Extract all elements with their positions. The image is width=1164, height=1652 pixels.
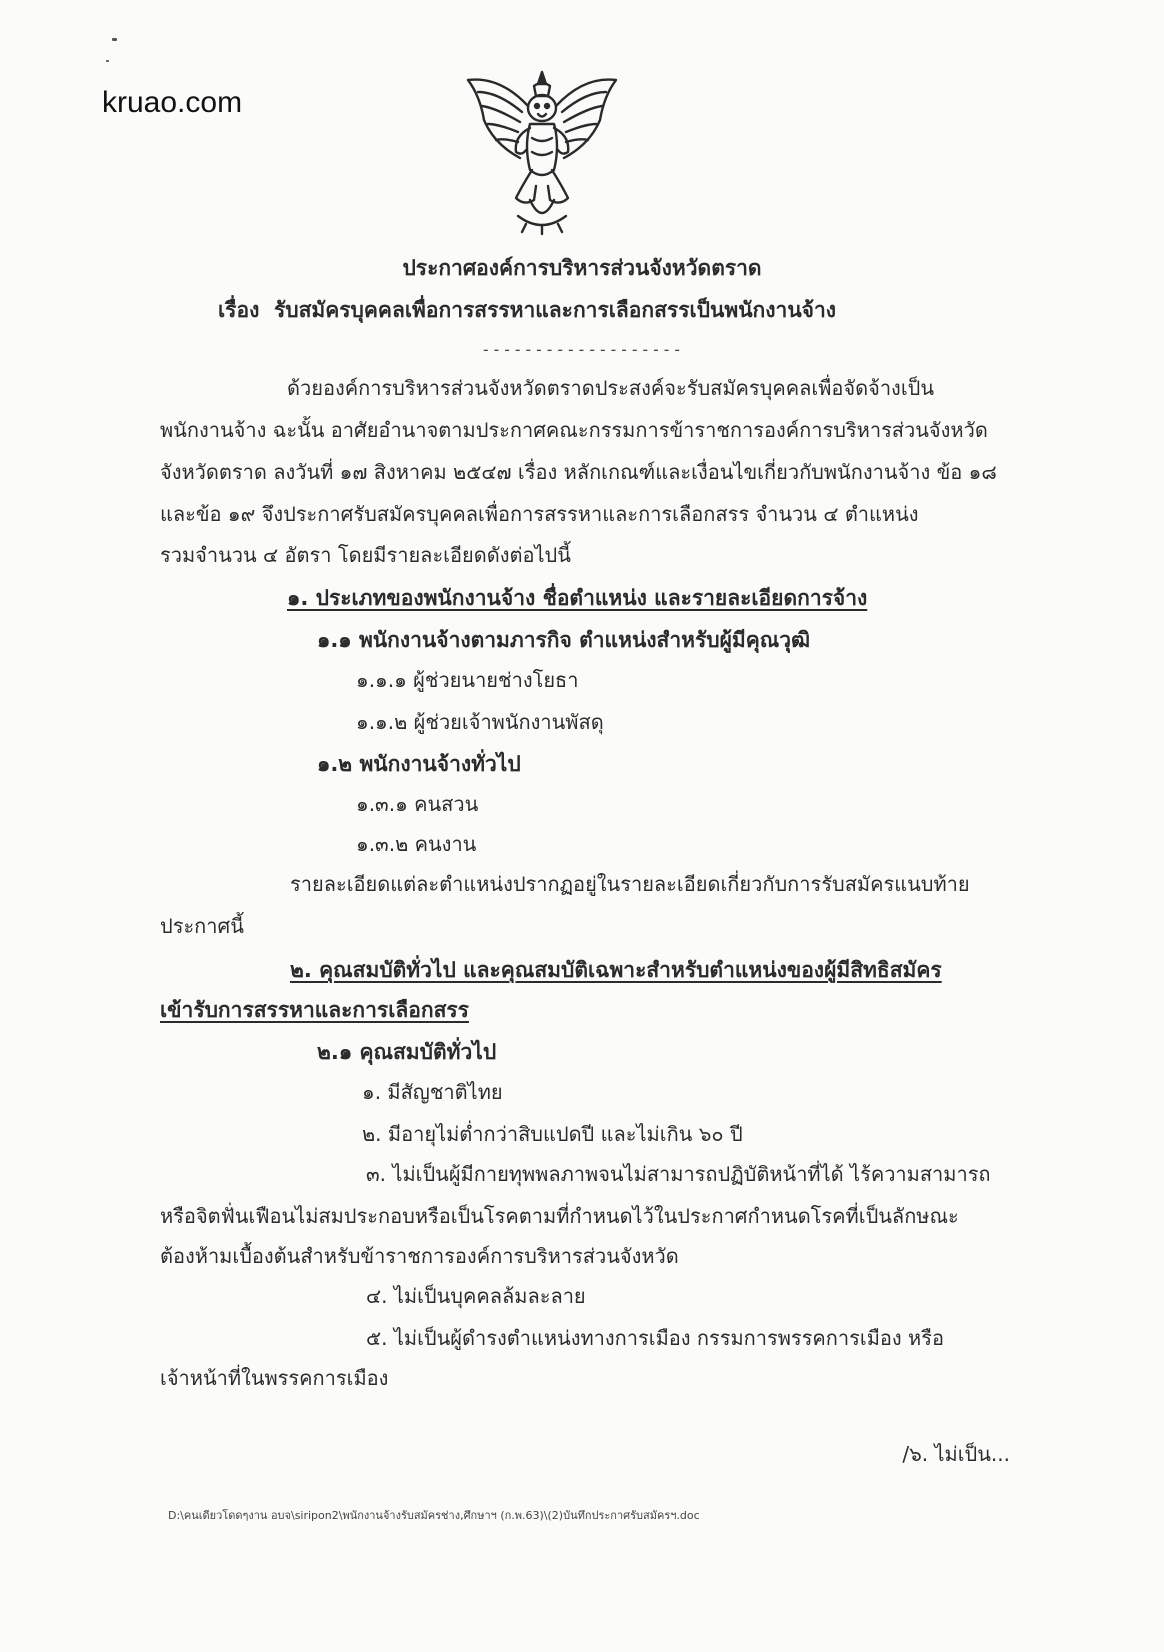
title-separator: -------------------	[480, 340, 684, 359]
footer-file-path: D:\คนเดียวโดดๆงาน อบจ\siripon2\พนักงานจ้างรับสมัครช่าง,ศึกษาฯ (ก.พ.63)\(2)บันทึกประกาศรับสมัครฯ.doc	[168, 1509, 700, 1522]
intro-line-5: รวมจำนวน ๔ อัตรา โดยมีรายละเอียดดังต่อไปนี้	[160, 543, 571, 567]
qualification-item-3-line-1: ๓. ไม่เป็นผู้มีกายทุพพลภาพจนไม่สามารถปฏิบัติหน้าที่ได้ ไร้ความสามารถ	[366, 1162, 991, 1186]
section-2-heading-line-2: เข้ารับการสรรหาและการเลือกสรร	[160, 998, 469, 1022]
intro-line-1: ด้วยองค์การบริหารส่วนจังหวัดตราดประสงค์จะรับสมัครบุคคลเพื่อจัดจ้างเป็น	[287, 376, 935, 400]
qualification-item: ๔. ไม่เป็นบุคคลล้มละลาย	[366, 1284, 586, 1308]
position-item: ๑.๓.๒ คนงาน	[356, 832, 477, 856]
subject-text: รับสมัครบุคคลเพื่อการสรรหาและการเลือกสรรเป็นพนักงานจ้าง	[273, 298, 837, 322]
continuation-marker: /๖. ไม่เป็น...	[902, 1442, 1010, 1466]
position-item: ๑.๑.๒ ผู้ช่วยเจ้าพนักงานพัสดุ	[356, 710, 604, 734]
qualification-item-3-line-3: ต้องห้ามเบื้องต้นสำหรับข้าราชการองค์การบริหารส่วนจังหวัด	[160, 1244, 679, 1268]
qualification-item: ๑. มีสัญชาติไทย	[362, 1080, 503, 1104]
subject-label: เรื่อง	[218, 298, 260, 322]
announcement-title: ประกาศองค์การบริหารส่วนจังหวัดตราด	[402, 256, 762, 280]
scan-speck	[112, 38, 117, 41]
qualification-item-5-line-2: เจ้าหน้าที่ในพรรคการเมือง	[160, 1366, 389, 1390]
subject-line	[218, 294, 836, 327]
details-note-line-2: ประกาศนี้	[160, 914, 244, 938]
intro-line-3: จังหวัดตราด ลงวันที่ ๑๗ สิงหาคม ๒๕๔๗ เรื่อง หลักเกณฑ์และเงื่อนไขเกี่ยวกับพนักงานจ้าง ข้อ ๑๘	[160, 460, 997, 484]
section-1-2-heading: ๑.๒ พนักงานจ้างทั่วไป	[317, 752, 521, 776]
watermark-text: kruao.com	[102, 86, 243, 119]
garuda-emblem-icon	[460, 66, 624, 236]
qualification-item-3-line-2: หรือจิตฟั่นเฟือนไม่สมประกอบหรือเป็นโรคตามที่กำหนดไว้ในประกาศกำหนดโรคที่เป็นลักษณะ	[160, 1204, 959, 1228]
qualification-item: ๒. มีอายุไม่ต่ำกว่าสิบแปดปี และไม่เกิน ๖๐ ปี	[362, 1122, 743, 1146]
details-note-line-1: รายละเอียดแต่ละตำแหน่งปรากฏอยู่ในรายละเอียดเกี่ยวกับการรับสมัครแนบท้าย	[290, 872, 970, 896]
qualification-item-5-line-1: ๕. ไม่เป็นผู้ดำรงตำแหน่งทางการเมือง กรรมการพรรคการเมือง หรือ	[366, 1326, 944, 1350]
position-item: ๑.๓.๑ คนสวน	[356, 792, 479, 816]
section-2-1-heading: ๒.๑ คุณสมบัติทั่วไป	[317, 1040, 497, 1064]
scan-speck	[106, 60, 109, 62]
position-item: ๑.๑.๑ ผู้ช่วยนายช่างโยธา	[356, 668, 579, 692]
section-1-1-heading: ๑.๑ พนักงานจ้างตามภารกิจ ตำแหน่งสำหรับผู้มีคุณวุฒิ	[317, 628, 811, 652]
section-2-heading-line-1: ๒. คุณสมบัติทั่วไป และคุณสมบัติเฉพาะสำหรับตำแหน่งของผู้มีสิทธิสมัคร	[290, 958, 942, 982]
intro-line-2: พนักงานจ้าง ฉะนั้น อาศัยอำนาจตามประกาศคณะกรรมการข้าราชการองค์การบริหารส่วนจังหวัด	[160, 418, 988, 442]
section-1-heading: ๑. ประเภทของพนักงานจ้าง ชื่อตำแหน่ง และรายละเอียดการจ้าง	[287, 586, 868, 610]
intro-line-4: และข้อ ๑๙ จึงประกาศรับสมัครบุคคลเพื่อการสรรหาและการเลือกสรร จำนวน ๔ ตำแหน่ง	[160, 502, 919, 526]
